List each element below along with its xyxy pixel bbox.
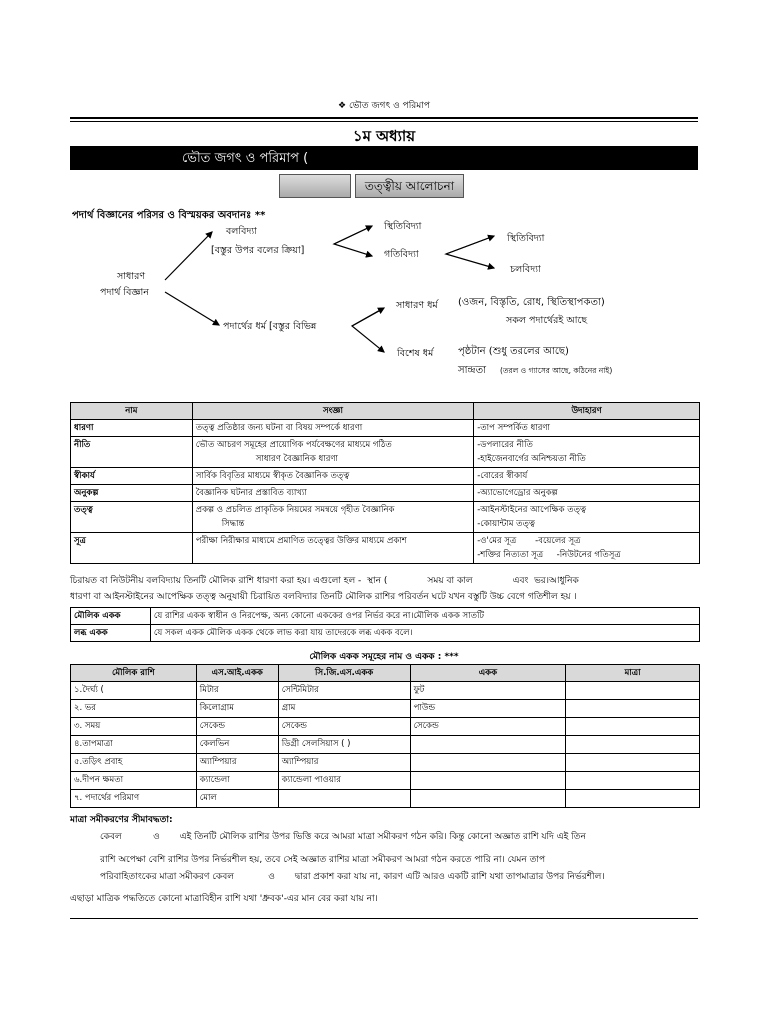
table-row bbox=[71, 625, 700, 642]
properties-label: পদার্থের ধর্ম [বস্তুর বিভিন্ন bbox=[223, 321, 317, 332]
definition-cell: যে সকল একক মৌলিক একক থেকে লাভ করা যায় তাদেরকে লব্ধ একক বলে। bbox=[150, 625, 699, 642]
term-cell: সূত্র bbox=[71, 533, 193, 564]
units-cell bbox=[410, 772, 566, 790]
units-cell: সেকেন্ড bbox=[196, 718, 278, 736]
definitions-header-row bbox=[71, 403, 700, 420]
header-cell: উদাহারণ bbox=[474, 403, 700, 420]
limits-line2: রাশি অপেক্ষা বেশি রাশির উপর নির্ভরশীল হয়, তবে সেই অজ্ঞাত রাশির মাত্রা সমীকরণ আমরা গঠন করতে পারি না। যেমন তাপ bbox=[100, 855, 546, 865]
kinematics-label: স্থিতিবিদ্যা bbox=[507, 233, 545, 244]
limits-line1: কেবল ও এই তিনটি মৌলিক রাশির উপর ভিত্তি করে আমরা মাত্রা সমীকরণ গঠন করি। কিন্তু কোনো অজ্ঞাত রাশি যদি এই তিন bbox=[100, 832, 586, 842]
units-caption: মৌলিক একক সমূহের নাম ও একক : *** bbox=[309, 652, 459, 662]
mechanics-note: [বস্তুর উপর বলের ক্রিয়া] bbox=[211, 245, 305, 256]
example-cell: -তাপ সম্পর্কিত ধারণা bbox=[474, 420, 700, 437]
units-cell bbox=[566, 754, 700, 772]
arrow-dyn-branch bbox=[446, 236, 494, 268]
term-cell: ধারণা bbox=[71, 420, 193, 437]
term-cell: অনুকল্প bbox=[71, 485, 193, 502]
arrow-to-properties bbox=[165, 292, 219, 325]
units-cell: সেকেন্ড bbox=[278, 718, 410, 736]
definition-cell: ভৌত আচরণ সমূহের প্রায়োগিক পর্যবেক্ষণের মাধ্যমে গঠিত সাধারণ বৈজ্ঞানিক ধারণা bbox=[192, 437, 473, 468]
limits-line4: এছাড়া মাত্রিক পদ্ধতিতে কোনো মাত্রাবিহীন রাশি যথা 'ধ্রুবক'-এর মান বের করা যায় না। bbox=[70, 894, 378, 904]
table-row bbox=[71, 608, 700, 625]
term-cell: স্বীকার্য bbox=[71, 468, 193, 485]
table-row bbox=[71, 682, 700, 700]
definition-cell: সার্বিক বিবৃতির মাধ্যমে স্বীকৃত বৈজ্ঞানিক তত্ত্ব bbox=[192, 468, 473, 485]
header-cell: মৌলিক রাশি bbox=[71, 665, 197, 682]
term-cell: মৌলিক একক bbox=[71, 608, 151, 625]
units-table bbox=[70, 664, 700, 808]
arrow-prop-branch bbox=[352, 308, 384, 352]
definition-cell: তত্ত্ব প্রতিষ্ঠার জন্য ঘটনা বা বিষয় সম্পর্কে ধারণা bbox=[192, 420, 473, 437]
units-cell: মোল bbox=[196, 790, 278, 808]
example-cell: -আইনস্টাইনের আপেক্ষিক তত্ত্ব -কোয়ান্টাম তত্ত্ব bbox=[474, 502, 700, 533]
surface-tension: পৃষ্ঠটান (শুধু তরলের আছে) bbox=[458, 346, 569, 357]
units-cell: ৭. পদার্থের পরিমাণ bbox=[71, 790, 197, 808]
units-cell bbox=[566, 772, 700, 790]
units-cell bbox=[566, 718, 700, 736]
limits-heading: মাত্রা সমীকরণের সীমাবদ্ধতা: bbox=[70, 815, 173, 825]
table-row bbox=[71, 533, 700, 564]
units-cell bbox=[566, 700, 700, 718]
table-row bbox=[71, 485, 700, 502]
kinetics-label: চলবিদ্যা bbox=[510, 264, 541, 275]
units-cell: মিটার bbox=[196, 682, 278, 700]
unit-definition-table bbox=[70, 607, 700, 642]
diagram-heading: পদার্থ বিজ্ঞানের পরিসর ও বিস্ময়কর অবদানঃ ** bbox=[72, 210, 266, 221]
units-cell: পাউন্ড bbox=[410, 700, 566, 718]
units-cell: ১.দৈর্ঘ্য ( bbox=[71, 682, 197, 700]
para1-line1: চিরায়ত বা নিউটনীয় বলবিদ্যায় তিনটি মৌলিক রাশি ধারণা করা হয়। এগুলো হল - স্থান ( সময় বা কাল এবং ভর।আধুনিক bbox=[70, 576, 579, 586]
example-cell: -অ্যাভোগেড্রোর অনুকল্প bbox=[474, 485, 700, 502]
units-cell: ফুট bbox=[410, 682, 566, 700]
definition-cell: প্রকল্প ও প্রচলিত প্রাকৃতিক নিয়মের সমন্বয়ে গৃহীত বৈজ্ঞানিক সিদ্ধান্ত bbox=[192, 502, 473, 533]
table-row bbox=[71, 772, 700, 790]
table-row bbox=[71, 718, 700, 736]
units-header-row bbox=[71, 665, 700, 682]
units-cell: ২. ভর bbox=[71, 700, 197, 718]
example-cell: -ও'মের সূত্র -বয়েলের সূত্র -শক্তির নিত্যতা সূত্র -নিউটনের গতিসূত্র bbox=[474, 533, 700, 564]
general-examples: (ওজন, বিস্তৃতি, রোধ, স্থিতিস্থাপকতা) bbox=[458, 297, 605, 308]
units-cell: ক্যান্ডেলা bbox=[196, 772, 278, 790]
units-cell: ৪.তাপমাত্রা bbox=[71, 736, 197, 754]
table-row bbox=[71, 502, 700, 533]
root-line2: পদার্থ বিজ্ঞান bbox=[100, 287, 149, 298]
table-row bbox=[71, 420, 700, 437]
header-cell: সি.জি.এস.একক bbox=[278, 665, 410, 682]
viscosity: সান্দ্রতা bbox=[458, 365, 486, 376]
units-cell: ক্যান্ডেলা পাওয়ার bbox=[278, 772, 410, 790]
table-row bbox=[71, 790, 700, 808]
units-cell bbox=[410, 754, 566, 772]
table-row bbox=[71, 437, 700, 468]
units-cell bbox=[566, 790, 700, 808]
definitions-table bbox=[70, 402, 700, 564]
header-cell: নাম bbox=[71, 403, 193, 420]
term-cell: তত্ত্ব bbox=[71, 502, 193, 533]
units-cell bbox=[566, 736, 700, 754]
statics-label: স্থিতিবিদ্যা bbox=[384, 221, 422, 232]
units-cell: ৬.দীপন ক্ষমতা bbox=[71, 772, 197, 790]
table-row bbox=[71, 700, 700, 718]
units-cell: অ্যাম্পিয়ার bbox=[196, 754, 278, 772]
table-row bbox=[71, 736, 700, 754]
header-cell: সংজ্ঞা bbox=[192, 403, 473, 420]
general-note: সকল পদার্থেরই আছে bbox=[506, 315, 588, 326]
definition-cell: পরীক্ষা নিরীক্ষার মাধ্যমে প্রমাণিত তত্ত্বের উক্তির মাধ্যমে প্রকাশ bbox=[192, 533, 473, 564]
root-line1: সাধারণ bbox=[117, 271, 146, 282]
running-header: ❖ ভৌত জগৎ ও পরিমাপ bbox=[338, 101, 430, 111]
example-cell: -ডপলারের নীতি -হাইজেনবার্গের অনিশ্চয়তা নীতি bbox=[474, 437, 700, 468]
arrow-to-mechanics bbox=[165, 232, 212, 280]
units-cell: ৩. সময় bbox=[71, 718, 197, 736]
units-cell: সেন্টিমিটার bbox=[278, 682, 410, 700]
units-cell bbox=[410, 790, 566, 808]
footer-rule bbox=[70, 918, 698, 919]
special-props-label: বিশেষ ধর্ম bbox=[397, 348, 434, 359]
chapter-bar: ভৌত জগৎ ও পরিমাপ ( bbox=[70, 146, 698, 170]
table-row bbox=[71, 468, 700, 485]
units-cell: ৫.তড়িৎ প্রবাহ bbox=[71, 754, 197, 772]
mechanics-label: বলবিদ্যা bbox=[226, 226, 257, 237]
header-cell: এস.আই.একক bbox=[196, 665, 278, 682]
units-cell: অ্যাম্পিয়ার bbox=[278, 754, 410, 772]
chapter-title: ১ম অধ্যায় bbox=[352, 127, 416, 145]
definition-cell: যে রাশির একক স্বাধীন ও নিরপেক্ষ, অন্য কোনো এককের ওপর নির্ভর করে না।মৌলিক একক সাতটি bbox=[150, 608, 699, 625]
units-cell bbox=[278, 790, 410, 808]
dynamics-label: গতিবিদ্যা bbox=[384, 249, 419, 260]
units-cell bbox=[566, 682, 700, 700]
theory-tab: তত্ত্বীয় আলোচনা bbox=[355, 174, 464, 198]
units-cell: সেকেন্ড bbox=[410, 718, 566, 736]
definition-cell: বৈজ্ঞানিক ঘটনার প্রস্তাবিত ব্যাখ্যা bbox=[192, 485, 473, 502]
para1-line2: ধারণা বা আইনস্টাইনের আপেক্ষিক তত্ত্ব অনুযায়ী চিরায়িত বলবিদ্যার তিনটি মৌলিক রাশির পরিবর্তন ঘটে যখন বস্তুটি উচ্চ বেগে গতিশীল হয় । bbox=[70, 592, 577, 602]
header-cell: মাত্রা bbox=[566, 665, 700, 682]
units-cell: গ্রাম bbox=[278, 700, 410, 718]
term-cell: নীতি bbox=[71, 437, 193, 468]
example-cell: -বোরের স্বীকার্য bbox=[474, 468, 700, 485]
term-cell: লব্ধ একক bbox=[71, 625, 151, 642]
units-cell: কেলভিন bbox=[196, 736, 278, 754]
table-row bbox=[71, 754, 700, 772]
limits-line3: পরিবাহিতাংকের মাত্রা সমীকরণ কেবল ও দ্বারা প্রকাশ করা যায় না, কারণ এটি আরও একটি রাশি যথা তাপমাত্রার উপর নির্ভরশীল। bbox=[100, 872, 605, 882]
general-props-label: সাধারণ ধর্ম bbox=[396, 300, 438, 311]
diagram-arrows bbox=[0, 0, 768, 400]
viscosity-note: (তরল ও গ্যাসের আছে, কঠিনের নাই) bbox=[500, 366, 613, 375]
header-cell: একক bbox=[410, 665, 566, 682]
units-cell: ডিগ্রী সেলসিয়াস ( ) bbox=[278, 736, 410, 754]
units-cell bbox=[410, 736, 566, 754]
units-cell: কিলোগ্রাম bbox=[196, 700, 278, 718]
